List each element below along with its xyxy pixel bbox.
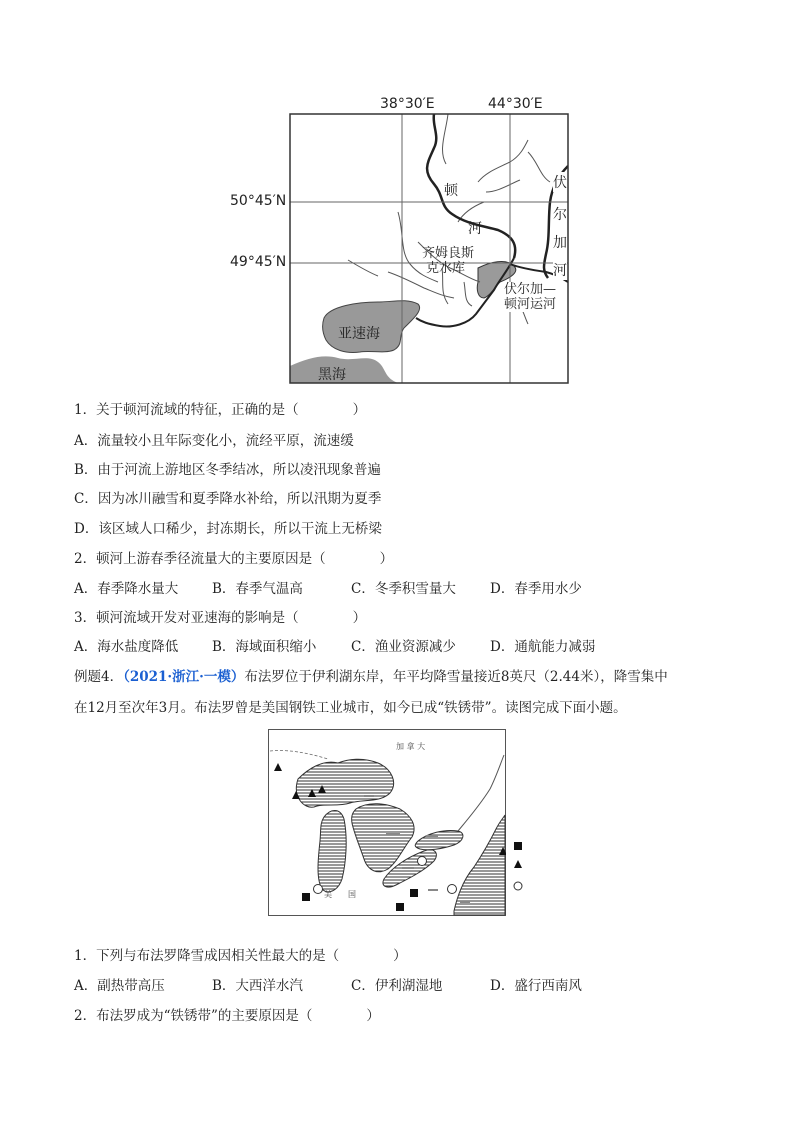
e1-option-b: B．大西洋水汽: [212, 978, 303, 994]
q3-option-a: A．海水盐度降低: [74, 639, 179, 655]
q1-stem: 1．关于顿河流域的特征，正确的是（ ）: [74, 402, 367, 418]
example4-source: （2021·浙江·一模）: [123, 669, 245, 685]
don-map-svg: [228, 92, 574, 385]
lat-label-2: 49°45′N: [230, 254, 287, 270]
volga-label-4: 河: [553, 260, 567, 280]
example4-line1: [74, 667, 668, 687]
lat-label-1: 50°45′N: [230, 193, 287, 209]
lake-michigan: [318, 811, 346, 892]
volga-label-2: 尔: [553, 207, 567, 223]
e1-option-a: A．副热带高压: [74, 978, 165, 994]
lon-label-2: 44°30′E: [488, 96, 543, 112]
black-sea-label: 黑海: [318, 367, 346, 383]
q3-stem: 3．顿河流域开发对亚速海的影响是（ ）: [74, 610, 367, 626]
e1-stem: 1．下列与布法罗降雪成因相关性最大的是（ ）: [74, 948, 407, 964]
e2-stem: 2．布法罗成为“铁锈带”的主要原因是（ ）: [74, 1008, 380, 1024]
q1-option-c: C．因为冰川融雪和夏季降水补给，所以汛期为夏季: [74, 491, 382, 507]
lakes-map-svg: [268, 729, 506, 916]
q1-option-b: B．由于河流上游地区冬季结冰，所以凌汛现象普遍: [74, 462, 381, 478]
canada-label: 加 拿 大: [396, 742, 426, 751]
example4-text1: 布法罗位于伊利湖东岸，年平均降雪量接近8英尺（2.44米），降雪集中: [244, 669, 668, 685]
canal-label-2: 顿河运河: [504, 297, 557, 312]
q1-option-d: D．该区域人口稀少，封冻期长，所以干流上无桥梁: [74, 521, 382, 537]
q2-option-a: A．春季降水量大: [74, 581, 179, 597]
q3-option-c: C．渔业资源减少: [351, 639, 456, 655]
q1-option-a: A．流量较小且年际变化小，流经平原，流速缓: [74, 433, 354, 449]
q2-option-d: D．春季用水少: [490, 581, 582, 597]
example4-prefix: 例题4．: [74, 669, 124, 685]
q3-option-d: D．通航能力减弱: [490, 639, 596, 655]
volga-label-1: 伏: [553, 172, 567, 192]
azov-label: 亚速海: [338, 326, 380, 342]
reservoir-label-1: 齐姆良斯: [422, 246, 475, 261]
great-lakes-map: [268, 729, 506, 916]
q2-option-c: C．冬季积雪量大: [351, 581, 456, 597]
q3-option-b: B．海域面积缩小: [212, 639, 317, 655]
don-label-1: 顿: [444, 183, 458, 199]
volga-label-3: 加: [553, 235, 567, 251]
don-label-2: 河: [468, 221, 482, 237]
lon-label-1: 38°30′E: [380, 96, 435, 112]
q2-stem: 2．顿河上游春季径流量大的主要原因是（ ）: [74, 551, 394, 567]
e1-option-c: C．伊利湖湿地: [351, 978, 443, 994]
don-river-map: [228, 92, 574, 385]
map2-legend-marks: [510, 832, 530, 902]
e1-option-d: D．盛行西南风: [490, 978, 582, 994]
reservoir-label-2: 克水库: [426, 261, 466, 276]
example4-line2: 在12月至次年3月。布法罗曾是美国钢铁工业城市，如今已成“铁锈带”。读图完成下面小题。: [74, 700, 627, 716]
canal-label-1: 伏尔加—: [504, 282, 557, 297]
usa-label: 美 国: [324, 890, 356, 899]
q2-option-b: B．春季气温高: [212, 581, 303, 597]
